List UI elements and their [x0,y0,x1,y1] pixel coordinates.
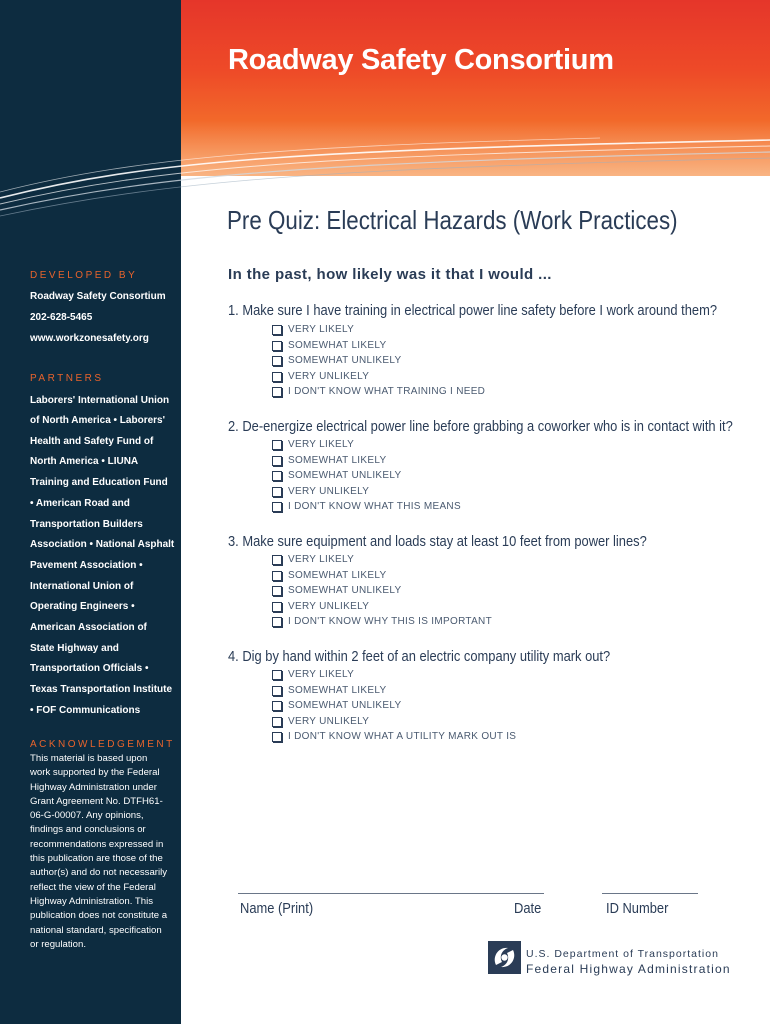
checkbox-icon[interactable] [272,502,282,512]
answer-option[interactable]: I DON'T KNOW WHY THIS IS IMPORTANT [272,616,492,627]
partner-line: Transportation Officials • [30,663,149,674]
answer-option[interactable]: SOMEWHAT LIKELY [272,340,386,351]
answer-option[interactable]: SOMEWHAT LIKELY [272,455,386,466]
checkbox-icon[interactable] [272,372,282,382]
partner-line: Operating Engineers • [30,601,135,612]
answer-option[interactable]: VERY UNLIKELY [272,601,369,612]
answer-option[interactable]: VERY LIKELY [272,439,354,450]
id-number-label: ID Number [606,900,669,917]
agency-administration: Federal Highway Administration [526,962,731,976]
checkbox-icon[interactable] [272,555,282,565]
acknowledgement-text: This material is based upon work supported by the Federal Highway Administration under Grant Agreement No. DTFH61-06-G-00007. Any opinions, findings and conclusions or recommendations expressed in this publication are those of the author(s) and do not necessarily reflect the view of the Federal Highway Administration. This publication does not constitute a national standard, specification or regulation. [30,753,168,950]
banner-title: Roadway Safety Consortium [228,44,614,76]
question-4: 4. Dig by hand within 2 feet of an electric company utility mark out? [228,648,611,665]
answer-option[interactable]: VERY UNLIKELY [272,486,369,497]
partner-line: Texas Transportation Institute [30,684,173,695]
answer-option[interactable]: SOMEWHAT UNLIKELY [272,700,401,711]
partner-line: Health and Safety Fund of [30,436,154,447]
question-3: 3. Make sure equipment and loads stay at least 10 feet from power lines? [228,533,647,550]
checkbox-icon[interactable] [272,356,282,366]
partner-line: Laborers' International Union [30,395,170,406]
partner-line: State Highway and [30,643,119,654]
partner-line: • American Road and [30,498,130,509]
name-date-signature-line[interactable] [238,893,544,894]
checkbox-icon[interactable] [272,487,282,497]
checkbox-icon[interactable] [272,325,282,335]
developer-phone: 202-628-5465 [30,312,93,323]
name-label: Name (Print) [240,900,314,917]
partner-line: • FOF Communications [30,705,141,716]
checkbox-icon[interactable] [272,341,282,351]
checkbox-icon[interactable] [272,571,282,581]
answer-option[interactable]: I DON'T KNOW WHAT THIS MEANS [272,501,461,512]
date-label: Date [514,900,542,917]
answer-option[interactable]: SOMEWHAT UNLIKELY [272,470,401,481]
dot-logo-icon [488,941,521,974]
answer-option[interactable]: VERY LIKELY [272,554,354,565]
answer-option[interactable]: I DON'T KNOW WHAT TRAINING I NEED [272,386,485,397]
checkbox-icon[interactable] [272,686,282,696]
checkbox-icon[interactable] [272,701,282,711]
partner-line: Training and Education Fund [30,477,168,488]
intro-prompt: In the past, how likely was it that I would ... [228,266,552,283]
question-2: 2. De-energize electrical power line before grabbing a coworker who is in contact with it? [228,418,733,435]
checkbox-icon[interactable] [272,586,282,596]
answer-option[interactable]: SOMEWHAT LIKELY [272,685,386,696]
question-1: 1. Make sure I have training in electrical power line safety before I work around them? [228,302,718,319]
id-number-signature-line[interactable] [602,893,698,894]
partner-line: Transportation Builders [30,519,143,530]
checkbox-icon[interactable] [272,617,282,627]
developer-name: Roadway Safety Consortium [30,291,166,302]
checkbox-icon[interactable] [272,732,282,742]
partner-line: American Association of [30,622,147,633]
answer-option[interactable]: VERY UNLIKELY [272,371,369,382]
partner-line: Pavement Association • [30,560,143,571]
answer-option[interactable]: SOMEWHAT UNLIKELY [272,355,401,366]
answer-option[interactable]: VERY UNLIKELY [272,716,369,727]
checkbox-icon[interactable] [272,717,282,727]
answer-option[interactable]: VERY LIKELY [272,669,354,680]
agency-department: U.S. Department of Transportation [526,948,719,960]
developed-by-heading: DEVELOPED BY [30,270,138,281]
answer-option[interactable]: VERY LIKELY [272,324,354,335]
partner-line: International Union of [30,581,134,592]
checkbox-icon[interactable] [272,456,282,466]
partner-line: North America • LIUNA [30,456,139,467]
page-title: Pre Quiz: Electrical Hazards (Work Practices) [227,205,678,235]
partner-line: of North America • Laborers' [30,415,165,426]
acknowledgement-heading: ACKNOWLEDGEMENT [30,739,175,750]
partners-heading: PARTNERS [30,373,104,384]
answer-option[interactable]: SOMEWHAT LIKELY [272,570,386,581]
checkbox-icon[interactable] [272,471,282,481]
answer-option[interactable]: I DON'T KNOW WHAT A UTILITY MARK OUT IS [272,731,516,742]
developer-website: www.workzonesafety.org [30,333,149,344]
checkbox-icon[interactable] [272,602,282,612]
partner-line: Association • National Asphalt [30,539,175,550]
checkbox-icon[interactable] [272,440,282,450]
checkbox-icon[interactable] [272,387,282,397]
answer-option[interactable]: SOMEWHAT UNLIKELY [272,585,401,596]
checkbox-icon[interactable] [272,670,282,680]
